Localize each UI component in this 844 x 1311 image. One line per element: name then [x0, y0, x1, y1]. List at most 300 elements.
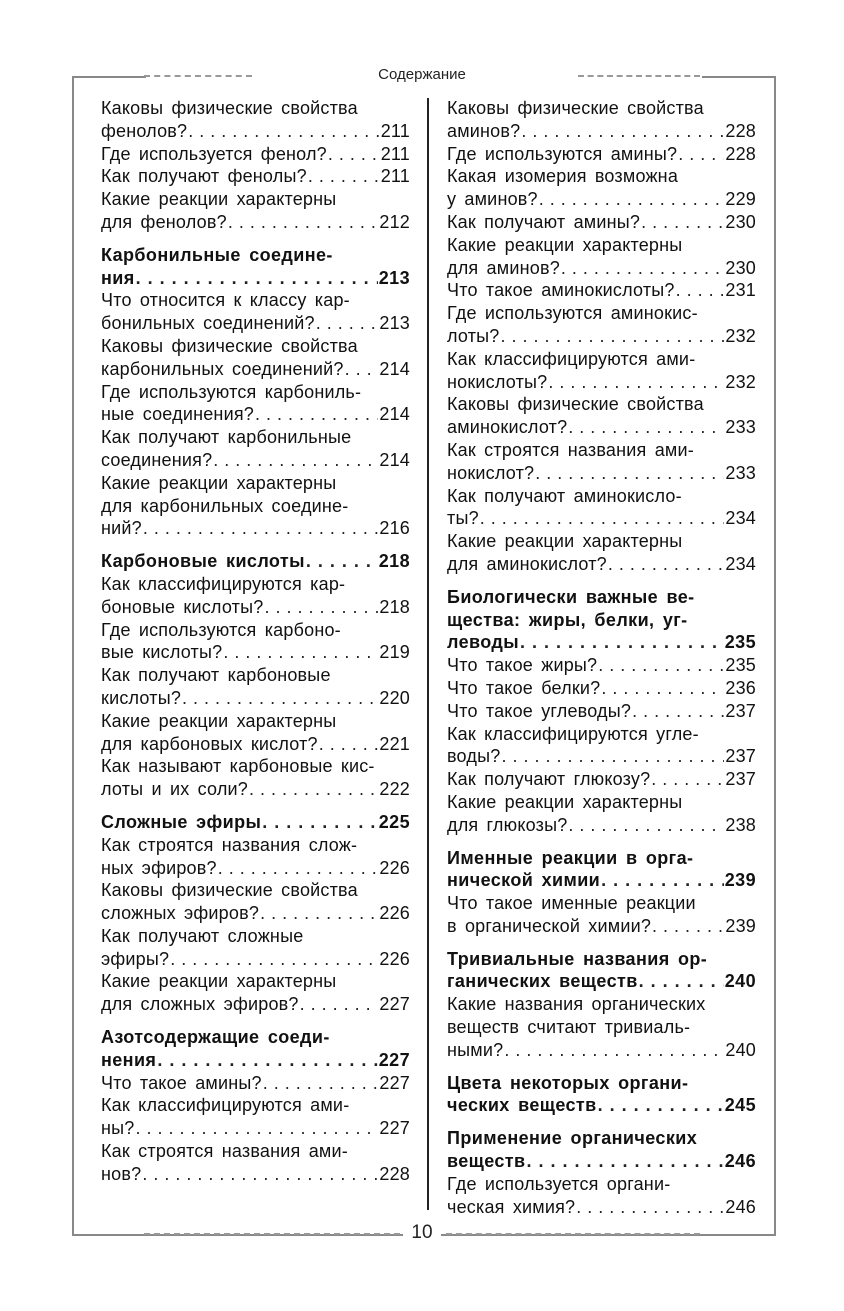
- toc-entry-line: Где используются аминокис-: [447, 303, 698, 324]
- toc-page-number: 221: [379, 733, 410, 754]
- toc-entry-last-line: [447, 1039, 756, 1062]
- toc-entry-text: ганических веществ: [447, 971, 638, 992]
- toc-question-entry[interactable]: [101, 97, 410, 143]
- toc-entry-line: Как классифицируются кар-: [101, 573, 346, 594]
- toc-page-number: 211: [380, 166, 410, 187]
- toc-entry-text: Что такое жиры?: [447, 655, 598, 676]
- toc-entry-text: Что такое углеводы?: [447, 700, 632, 721]
- toc-entry-text: лоты и их соли?: [101, 779, 248, 800]
- toc-entry-text: Где используются амины?: [447, 143, 678, 164]
- dot-leader: [501, 325, 725, 348]
- toc-entry-text: нов?: [101, 1163, 142, 1184]
- dot-leader: [182, 687, 378, 710]
- toc-question-entry[interactable]: [101, 335, 410, 381]
- dot-leader: [641, 211, 724, 234]
- toc-entry-line: Какие реакции характерны: [101, 189, 337, 210]
- toc-entry-last-line: [447, 257, 756, 280]
- toc-page-number: 237: [725, 746, 756, 767]
- dot-leader: [539, 188, 725, 211]
- toc-chapter-entry[interactable]: [447, 1127, 756, 1173]
- toc-entry-last-line: [447, 371, 756, 394]
- page-number: [0, 1222, 844, 1244]
- toc-entry-last-line: [447, 553, 756, 576]
- toc-question-entry[interactable]: [447, 530, 756, 576]
- toc-question-entry[interactable]: [101, 573, 410, 619]
- toc-question-entry[interactable]: [447, 768, 756, 791]
- dot-leader: [249, 778, 378, 801]
- toc-question-entry[interactable]: [101, 381, 410, 427]
- toc-entry-text: ные соединения?: [101, 404, 254, 425]
- dot-leader: [260, 902, 378, 925]
- toc-question-entry[interactable]: [101, 834, 410, 880]
- toc-entry-line: Какие реакции характерны: [101, 971, 337, 992]
- toc-entry-last-line: [447, 211, 756, 234]
- toc-page-number: 226: [379, 903, 410, 924]
- column-divider: [427, 98, 429, 1210]
- toc-entry-line: Каковы физические свойства: [101, 335, 358, 356]
- toc-entry-last-line: [101, 267, 410, 290]
- toc-entry-text: ными?: [447, 1039, 504, 1060]
- toc-page-number: 234: [725, 508, 756, 529]
- toc-page-number: 230: [725, 257, 756, 278]
- toc-question-entry[interactable]: [447, 143, 756, 166]
- dot-leader: [218, 857, 379, 880]
- toc-entry-last-line: [101, 1049, 410, 1072]
- toc-entry-text: Что такое амины?: [101, 1072, 262, 1093]
- toc-question-entry[interactable]: [101, 664, 410, 710]
- toc-page-number: 235: [724, 632, 756, 653]
- dot-leader: [262, 811, 377, 834]
- dot-leader: [319, 733, 379, 756]
- dot-leader: [598, 654, 724, 677]
- toc-page-number: 227: [379, 994, 410, 1015]
- toc-question-entry[interactable]: [447, 439, 756, 485]
- dot-leader: [652, 915, 724, 938]
- toc-entry-text: кислоты?: [101, 687, 182, 708]
- toc-question-entry[interactable]: [447, 791, 756, 837]
- toc-entry-last-line: [101, 778, 410, 801]
- toc-entry-line: Какие реакции характерны: [447, 531, 683, 552]
- toc-entry-text: ны?: [101, 1118, 135, 1139]
- dot-leader: [601, 869, 724, 892]
- toc-question-entry[interactable]: [447, 234, 756, 280]
- toc-page-number: 214: [379, 358, 410, 379]
- toc-entry-last-line: [447, 768, 756, 791]
- toc-page-number: 219: [379, 642, 410, 663]
- toc-entry-line: Какая изомерия возможна: [447, 166, 679, 187]
- toc-entry-text: лоты?: [447, 325, 500, 346]
- toc-page-number: 228: [379, 1163, 410, 1184]
- toc-page-number: 227: [378, 1049, 410, 1070]
- toc-entry-text: нения: [101, 1049, 157, 1070]
- toc-entry-line: Как строятся названия ами-: [447, 439, 694, 460]
- toc-entry-text: нической химии: [447, 870, 601, 891]
- dot-leader: [548, 371, 724, 394]
- toc-entry-line: Какие реакции характерны: [101, 710, 337, 731]
- toc-entry-text: аминов?: [447, 120, 521, 141]
- toc-page-number: 227: [379, 1072, 410, 1093]
- toc-entry-text: нокислоты?: [447, 371, 548, 392]
- toc-page-number: 222: [379, 779, 410, 800]
- toc-page-number: 246: [724, 1151, 756, 1172]
- dot-leader: [142, 1163, 378, 1186]
- toc-page-number: 218: [379, 596, 410, 617]
- toc-entry-last-line: [447, 462, 756, 485]
- toc-chapter-entry[interactable]: [447, 1072, 756, 1118]
- toc-page-number: 213: [378, 267, 410, 288]
- toc-entry-line: для карбонильных соедине-: [101, 495, 349, 516]
- dot-leader: [501, 745, 724, 768]
- toc-entry-line: Тривиальные названия ор-: [447, 948, 708, 969]
- toc-column-left: [101, 97, 410, 1186]
- toc-entry-text: для аминов?: [447, 257, 560, 278]
- toc-page-number: 239: [724, 870, 756, 891]
- toc-entry-last-line: [447, 869, 756, 892]
- toc-page-number: 233: [725, 462, 756, 483]
- toc-entry-text: Как получают фенолы?: [101, 166, 307, 187]
- toc-page-number: 213: [379, 313, 410, 334]
- dot-leader: [157, 1049, 377, 1072]
- toc-entry-last-line: [447, 1094, 756, 1117]
- toc-entry-line: Как называют карбоновые кис-: [101, 756, 375, 777]
- toc-page-number: 212: [379, 211, 410, 232]
- toc-entry-last-line: [101, 120, 410, 143]
- toc-entry-last-line: [101, 733, 410, 756]
- dot-leader: [480, 507, 725, 530]
- toc-question-entry[interactable]: [447, 279, 756, 302]
- toc-entry-text: в органической химии?: [447, 915, 652, 936]
- toc-page-number: 214: [379, 449, 410, 470]
- toc-question-entry[interactable]: [101, 1140, 410, 1186]
- running-header: Содержание: [378, 66, 466, 83]
- toc-entry-last-line: [101, 403, 410, 426]
- toc-entry-last-line: [447, 1150, 756, 1173]
- toc-entry-last-line: [447, 970, 756, 993]
- toc-page-number: 239: [725, 915, 756, 936]
- toc-question-entry[interactable]: [101, 165, 410, 188]
- toc-entry-text: Как получают амины?: [447, 211, 641, 232]
- toc-entry-last-line: [101, 449, 410, 472]
- toc-page-number: 220: [379, 687, 410, 708]
- toc-page-number: 226: [379, 857, 410, 878]
- dot-leader: [300, 993, 379, 1016]
- toc-entry-text: эфиры?: [101, 948, 170, 969]
- toc-question-entry[interactable]: [101, 1094, 410, 1140]
- toc-page-number: 214: [379, 404, 410, 425]
- dot-leader: [345, 358, 379, 381]
- dot-leader: [632, 700, 724, 723]
- dot-leader: [316, 312, 379, 335]
- dot-leader: [651, 768, 724, 791]
- dot-leader: [598, 1094, 724, 1117]
- toc-entry-text: фенолов?: [101, 120, 188, 141]
- toc-page-number: 246: [725, 1196, 756, 1217]
- toc-entry-line: Как получают карбоновые: [101, 665, 331, 686]
- dot-leader: [228, 211, 379, 234]
- toc-entry-line: Азотсодержащие соеди-: [101, 1027, 330, 1048]
- toc-question-entry[interactable]: [447, 993, 756, 1061]
- toc-page-number: 240: [724, 971, 756, 992]
- toc-entry-last-line: [447, 507, 756, 530]
- dot-leader: [527, 1150, 724, 1173]
- dot-leader: [188, 120, 379, 143]
- dot-leader: [308, 165, 380, 188]
- toc-entry-text: Карбоновые кислоты: [101, 551, 305, 572]
- toc-entry-text: воды?: [447, 746, 501, 767]
- toc-entry-text: ний?: [101, 518, 142, 539]
- toc-question-entry[interactable]: [447, 485, 756, 531]
- toc-page-number: 238: [725, 814, 756, 835]
- toc-entry-line: Какие реакции характерны: [101, 472, 337, 493]
- toc-entry-last-line: [447, 279, 756, 302]
- toc-question-entry[interactable]: [447, 700, 756, 723]
- toc-entry-text: ты?: [447, 508, 479, 529]
- dot-leader: [136, 1117, 379, 1140]
- toc-entry-text: ных эфиров?: [101, 857, 217, 878]
- toc-question-entry[interactable]: [101, 925, 410, 971]
- dot-leader: [170, 948, 378, 971]
- toc-entry-last-line: [447, 814, 756, 837]
- toc-page-number: 228: [725, 143, 756, 164]
- dot-leader: [136, 267, 378, 290]
- toc-entry-text: Что такое белки?: [447, 677, 601, 698]
- dot-leader: [639, 970, 724, 993]
- toc-entry-last-line: [447, 915, 756, 938]
- dot-leader: [608, 553, 725, 576]
- toc-entry-text: для глюкозы?: [447, 814, 568, 835]
- toc-question-entry[interactable]: [447, 165, 756, 211]
- toc-page-number: 234: [725, 553, 756, 574]
- toc-entry-last-line: [101, 641, 410, 664]
- toc-question-entry[interactable]: [101, 970, 410, 1016]
- toc-page-number: 211: [380, 120, 410, 141]
- toc-entry-text: для фенолов?: [101, 211, 227, 232]
- toc-entry-last-line: [101, 1072, 410, 1095]
- toc-entry-text: Сложные эфиры: [101, 811, 262, 832]
- toc-entry-last-line: [101, 358, 410, 381]
- toc-page-number: 240: [725, 1039, 756, 1060]
- dot-leader: [520, 631, 724, 654]
- toc-entry-line: Каковы физические свойства: [447, 394, 704, 415]
- toc-entry-text: ческих веществ: [447, 1095, 597, 1116]
- toc-entry-line: Что относится к классу кар-: [101, 290, 350, 311]
- toc-question-entry[interactable]: [447, 393, 756, 439]
- toc-entry-line: Какие названия органических: [447, 994, 706, 1015]
- toc-question-entry[interactable]: [447, 654, 756, 677]
- toc-question-entry[interactable]: [101, 188, 410, 234]
- toc-entry-last-line: [101, 550, 410, 573]
- toc-entry-last-line: [101, 596, 410, 619]
- toc-entry-text: для сложных эфиров?: [101, 994, 299, 1015]
- dot-leader: [521, 120, 724, 143]
- toc-entry-last-line: [101, 143, 410, 166]
- dot-leader: [678, 143, 724, 166]
- toc-question-entry[interactable]: [447, 97, 756, 143]
- toc-entry-text: Как получают глюкозу?: [447, 769, 651, 790]
- toc-entry-last-line: [447, 143, 756, 166]
- dot-leader: [263, 1072, 379, 1095]
- toc-page-number: 229: [725, 189, 756, 210]
- toc-chapter-entry[interactable]: [101, 244, 410, 290]
- toc-question-entry[interactable]: [447, 677, 756, 700]
- toc-entry-text: соединения?: [101, 449, 213, 470]
- toc-entry-text: сложных эфиров?: [101, 903, 260, 924]
- dot-leader: [213, 449, 378, 472]
- toc-page-number: 237: [725, 700, 756, 721]
- toc-entry-last-line: [101, 1117, 410, 1140]
- dot-leader: [535, 462, 724, 485]
- dot-leader: [601, 677, 724, 700]
- toc-entry-line: Где используются карбоно-: [101, 619, 341, 640]
- toc-entry-text: аминокислот?: [447, 417, 568, 438]
- toc-page-number: 227: [379, 1118, 410, 1139]
- toc-page-number: 226: [379, 948, 410, 969]
- toc-chapter-entry[interactable]: [447, 948, 756, 994]
- toc-entry-text: веществ: [447, 1151, 526, 1172]
- toc-entry-text: ческая химия?: [447, 1196, 576, 1217]
- toc-question-entry[interactable]: [101, 1072, 410, 1095]
- dot-leader: [306, 550, 378, 573]
- toc-page-number: 230: [725, 211, 756, 232]
- toc-question-entry[interactable]: [101, 879, 410, 925]
- toc-question-entry[interactable]: [101, 619, 410, 665]
- dot-leader: [264, 596, 378, 619]
- toc-entry-last-line: [101, 948, 410, 971]
- toc-entry-text: бонильных соединений?: [101, 313, 315, 334]
- toc-page-number: 218: [378, 551, 410, 572]
- toc-entry-text: ния: [101, 267, 135, 288]
- toc-chapter-entry[interactable]: [101, 550, 410, 573]
- toc-question-entry[interactable]: [447, 892, 756, 938]
- toc-entry-text: нокислот?: [447, 462, 535, 483]
- toc-entry-line: веществ считают тривиаль-: [447, 1017, 691, 1038]
- toc-question-entry[interactable]: [447, 723, 756, 769]
- dot-leader: [255, 403, 378, 426]
- toc-page-number: 225: [378, 811, 410, 832]
- toc-entry-text: для карбоновых кислот?: [101, 733, 318, 754]
- dot-leader: [561, 257, 724, 280]
- toc-entry-last-line: [101, 687, 410, 710]
- dot-leader: [143, 517, 378, 540]
- toc-question-entry[interactable]: [101, 710, 410, 756]
- toc-entry-last-line: [447, 745, 756, 768]
- toc-entry-line: Каковы физические свойства: [101, 98, 358, 118]
- toc-entry-text: карбонильных соединений?: [101, 358, 344, 379]
- toc-entry-text: для аминокислот?: [447, 553, 607, 574]
- toc-page-number: 216: [379, 518, 410, 539]
- toc-entry-last-line: [101, 1163, 410, 1186]
- toc-entry-text: боновые кислоты?: [101, 596, 264, 617]
- toc-entry-line: Цвета некоторых органи-: [447, 1072, 689, 1093]
- toc-entry-line: Как получают карбонильные: [101, 427, 352, 448]
- toc-entry-last-line: [447, 700, 756, 723]
- toc-entry-line: Карбонильные соедине-: [101, 244, 333, 265]
- toc-entry-line: Применение органических: [447, 1128, 698, 1149]
- dot-leader: [223, 641, 378, 664]
- toc-entry-line: Где используется органи-: [447, 1173, 671, 1194]
- toc-entry-line: Каковы физические свойства: [447, 98, 704, 118]
- toc-entry-last-line: [447, 654, 756, 677]
- toc-entry-text: вые кислоты?: [101, 642, 223, 663]
- toc-question-entry[interactable]: [447, 1173, 756, 1219]
- toc-entry-last-line: [101, 993, 410, 1016]
- toc-chapter-entry[interactable]: [101, 1026, 410, 1072]
- toc-chapter-entry[interactable]: [447, 847, 756, 893]
- toc-entry-last-line: [447, 1196, 756, 1219]
- toc-entry-line: Как получают аминокисло-: [447, 485, 682, 506]
- toc-entry-line: Биологически важные ве-: [447, 586, 695, 607]
- toc-entry-last-line: [101, 811, 410, 834]
- toc-page-number: 235: [725, 655, 756, 676]
- toc-entry-line: Как получают сложные: [101, 925, 304, 946]
- toc-question-entry[interactable]: [101, 289, 410, 335]
- toc-page-number: 237: [725, 769, 756, 790]
- toc-entry-last-line: [101, 312, 410, 335]
- toc-entry-line: Где используются карбониль-: [101, 381, 362, 402]
- toc-chapter-entry[interactable]: [101, 811, 410, 834]
- toc-entry-last-line: [447, 677, 756, 700]
- toc-question-entry[interactable]: [101, 472, 410, 540]
- toc-entry-last-line: [447, 416, 756, 439]
- toc-page-number: 231: [725, 280, 756, 301]
- toc-entry-line: Как классифицируются ами-: [101, 1095, 350, 1116]
- page-number-text: 10: [403, 1222, 440, 1243]
- toc-entry-text: Где используется фенол?: [101, 143, 327, 164]
- dot-leader: [676, 279, 725, 302]
- toc-page-number: 232: [725, 371, 756, 392]
- toc-entry-last-line: [101, 517, 410, 540]
- toc-entry-last-line: [447, 188, 756, 211]
- dot-leader: [568, 814, 724, 837]
- toc-entry-line: Как строятся названия ами-: [101, 1141, 348, 1162]
- toc-page-number: 236: [725, 677, 756, 698]
- toc-question-entry[interactable]: [447, 348, 756, 394]
- dot-leader: [328, 143, 380, 166]
- toc-page-number: 228: [725, 120, 756, 141]
- toc-page-number: 232: [725, 325, 756, 346]
- toc-entry-line: Как строятся названия слож-: [101, 834, 358, 855]
- toc-entry-line: Какие реакции характерны: [447, 791, 683, 812]
- toc-page-number: 233: [725, 417, 756, 438]
- toc-question-entry[interactable]: [447, 211, 756, 234]
- toc-entry-text: леводы: [447, 632, 519, 653]
- toc-page-number: 245: [724, 1095, 756, 1116]
- dot-leader: [576, 1196, 724, 1219]
- toc-column-right: [447, 97, 756, 1218]
- toc-entry-line: Как классифицируются ами-: [447, 348, 696, 369]
- toc-entry-last-line: [447, 120, 756, 143]
- toc-entry-last-line: [447, 631, 756, 654]
- toc-entry-last-line: [101, 211, 410, 234]
- toc-entry-line: Что такое именные реакции: [447, 893, 696, 914]
- dot-leader: [568, 416, 724, 439]
- toc-question-entry[interactable]: [101, 143, 410, 166]
- toc-question-entry[interactable]: [101, 755, 410, 801]
- toc-question-entry[interactable]: [101, 426, 410, 472]
- toc-entry-line: щества: жиры, белки, уг-: [447, 609, 688, 630]
- toc-entry-last-line: [101, 902, 410, 925]
- toc-entry-last-line: [447, 325, 756, 348]
- dot-leader: [504, 1039, 724, 1062]
- toc-entry-text: у аминов?: [447, 189, 538, 210]
- toc-entry-last-line: [101, 857, 410, 880]
- toc-chapter-entry[interactable]: [447, 586, 756, 654]
- toc-entry-line: Именные реакции в орга-: [447, 847, 694, 868]
- toc-question-entry[interactable]: [447, 302, 756, 348]
- toc-entry-line: Какие реакции характерны: [447, 234, 683, 255]
- toc-entry-text: Что такое аминокислоты?: [447, 280, 675, 301]
- toc-entry-line: Каковы физические свойства: [101, 880, 358, 901]
